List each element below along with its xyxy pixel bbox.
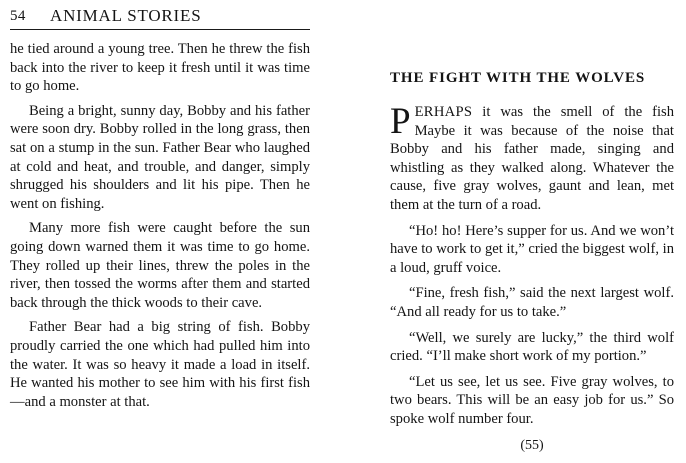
right-page-body <box>390 103 674 429</box>
paragraph: Father Bear had a big string of fish. Bobby proudly carried the one which had pulled him into the water. It was so heavy it made a load in itself. He wanted his mother to see him with his first fish—and a monster at that. <box>10 319 310 410</box>
paragraph: “Let us see, let us see. Five gray wolves, to two bears. This will be an easy job for us.” So spoke wolf number four. <box>390 373 674 427</box>
header-rule <box>10 29 310 30</box>
paragraph: “Well, we surely are lucky,” the third wolf cried. “I’ll make short work of my portion.” <box>390 329 674 365</box>
paragraph: “Fine, fresh fish,” said the next largest wolf. “And all ready for us to take.” <box>390 285 674 320</box>
left-page-body <box>10 40 310 411</box>
running-title: ANIMAL STORIES <box>50 6 202 25</box>
drop-cap: P <box>390 101 411 142</box>
opening-paragraph-text: it was the smell of the fish Maybe it was because of the noise that Bobby and his father made, singing and whistling as they walked along. Whatever the cause, five gray wolves, gaunt and lean, met them at the turn of a road. <box>390 104 674 213</box>
paragraph: he tied around a young tree. Then he threw the fish back into the river to keep it fresh until it was time to go home. <box>10 41 310 95</box>
page-number-right: (55) <box>520 438 544 453</box>
page-number-left: 54 <box>10 8 26 24</box>
chapter-title: THE FIGHT WITH THE WOLVES <box>390 70 646 86</box>
paragraph: Being a bright, sunny day, Bobby and his father were soon dry. Bobby rolled in the long grass, then sat on a stump in the sun. Father Bear who laughed at cold and heat, and trouble, and danger, simply shrugged his shoulders and lit his pipe. Then he went on fishing. <box>10 102 310 212</box>
left-page <box>10 0 310 463</box>
running-head <box>10 4 310 28</box>
paragraph: “Ho! ho! Here’s supper for us. And we won’t have to work to get it,” cried the biggest wolf, in a loud, gruff voice. <box>390 222 674 276</box>
opening-paragraph <box>390 103 674 215</box>
opening-word: ERHAPS <box>414 104 473 120</box>
paragraph: Many more fish were caught before the sun going down warned them it was time to go home. They rolled up their lines, threw the poles in the river, then tossed the worms after them and started back through the thick woods to their cave. <box>10 220 310 311</box>
right-page <box>390 0 674 463</box>
